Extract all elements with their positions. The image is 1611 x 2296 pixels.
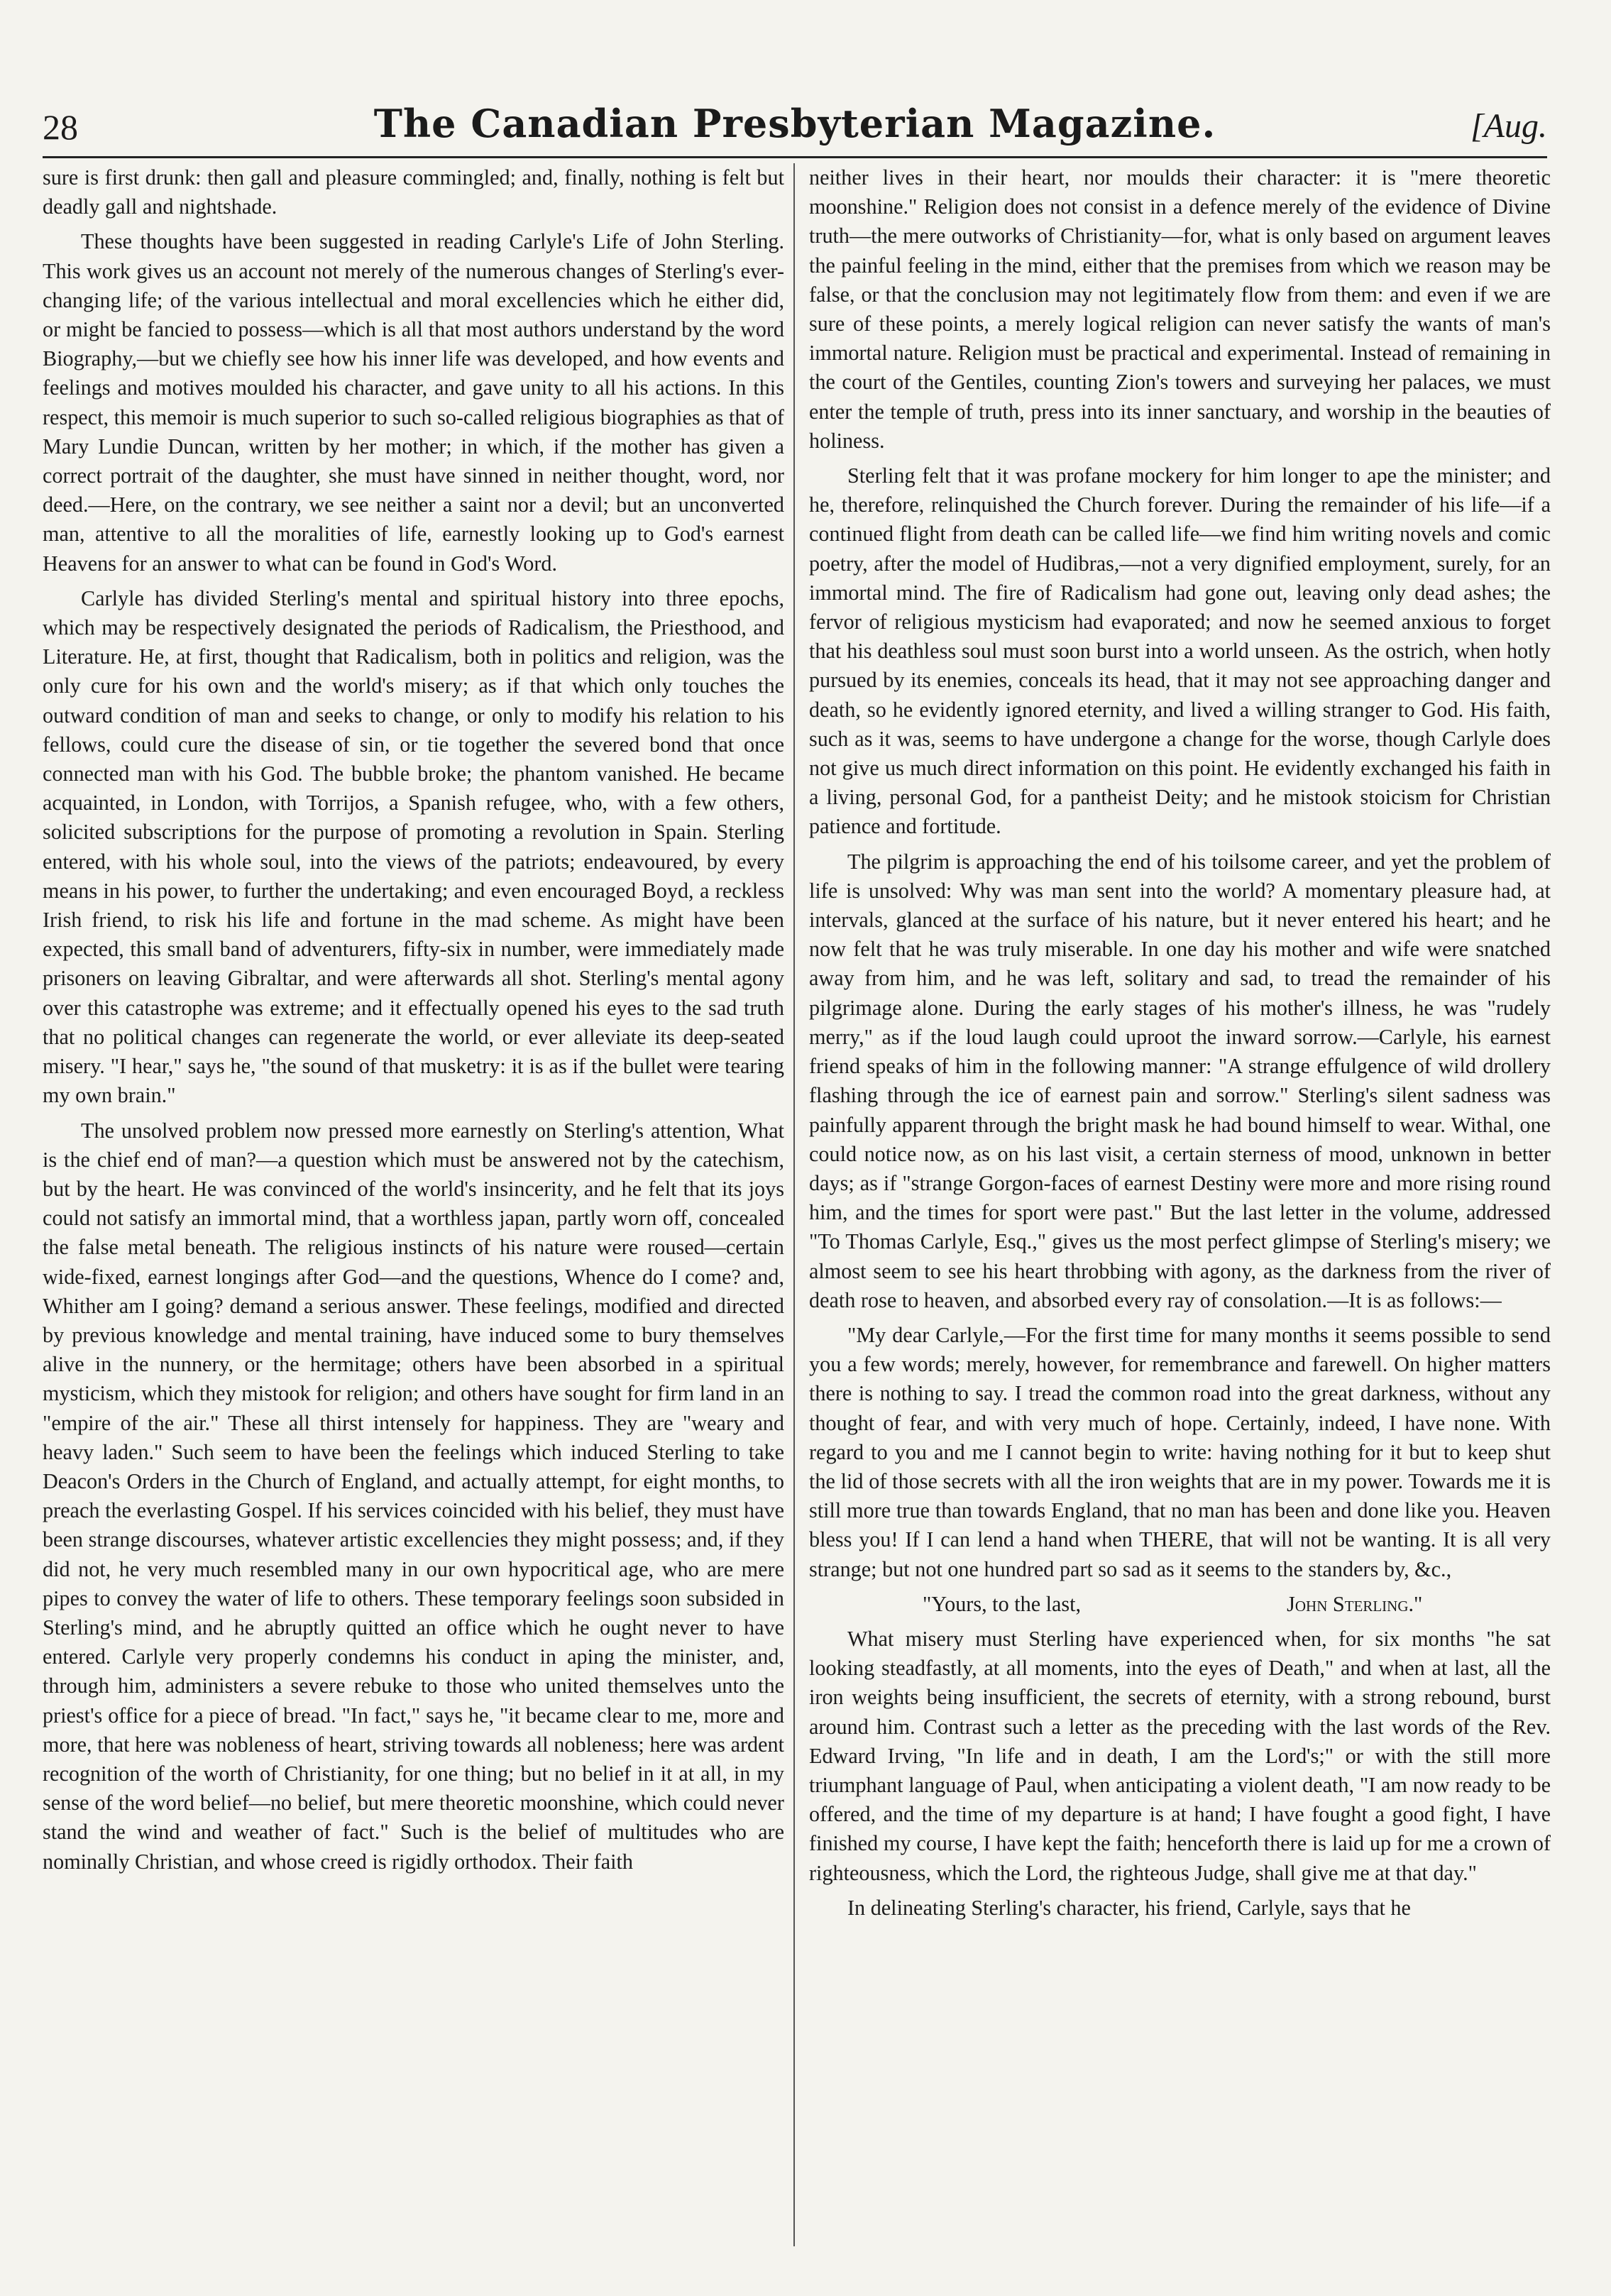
paragraph: In delineating Sterling's character, his friend, Carlyle, says that he bbox=[847, 1895, 1411, 1920]
column-divider bbox=[793, 163, 795, 2246]
month-label: [Aug. bbox=[1470, 107, 1547, 145]
header-rule bbox=[43, 156, 1547, 158]
right-column bbox=[809, 163, 1551, 2246]
letter-quote: "My dear Carlyle,—For the first time for many months it seems possible to send you a few words; merely, however, for remembrance and farewell. On higher matters there is nothing to say. I tread the common road into the great darkness, without any thought of fear, and with very much of hope. Certainly, indeed, I have none. With regard to you and me I cannot begin to write: having nothing for it but to keep shut the lid of those secrets with all the iron weights that are in my power. Towards me it is still more true than towards England, that no man has been and done like you. Heaven bless you! If I can lend a hand when THERE, that will not be wanting. It is all very strange; but not one hundred part so sad as it seems to the standers by, &c., bbox=[809, 1322, 1551, 1581]
left-column bbox=[43, 163, 784, 2246]
paragraph: The pilgrim is approaching the end of his toilsome career, and yet the problem of life is unsolved: Why was man sent into the world? A momentary pleasure had, at intervals, glanced at the surface of his nature, but it never entered his heart; and he now felt that he was truly miserable. In one day his mother and wife were snatched away from him, and he was left, solitary and sad, to tread the remainder of his pilgrimage alone. During the early stages of his mother's illness, he was "rudely merry," as if the loud laugh could uproot the inward sorrow.—Carlyle, his earnest friend speaks of him in the following manner: "A strange effulgence of wild drollery flashing through the ice of earnest pain and sorrow." Sterling's silent sadness was painfully apparent through the bright mask he had bound himself to wear. Withal, one could notice now, as on his last visit, a certain sterness of mood, unknown in better days; as if "strange Gorgon-faces of earnest Destiny were more and more rising round him, and the times for sport were past." But the last letter in the volume, addressed "To Thomas Carlyle, Esq.," gives us the most perfect glimpse of Sterling's misery; we almost seem to see his heart throbbing with agony, as the darkness from the river of death rose to heaven, and absorbed every ray of consolation.—It is as follows:— bbox=[809, 849, 1551, 1312]
signature-name: John Sterling." bbox=[1287, 1591, 1423, 1616]
paragraph: Carlyle has divided Sterling's mental and spiritual history into three epochs, which may be respectively designated the periods of Radicalism, the Priesthood, and Literature. He, at first, thought that Radicalism, both in politics and religion, was the only cure for his own and the world's misery; as if that which only touches the outward condition of man and seeks to change, or only to modify his relation to his fellows, could cure the disease of sin, or tie together the severed bond that once connected man with his God. The bubble broke; the phantom vanished. He became acquainted, in London, with Torrijos, a Spanish refugee, who, with a few others, solicited subscriptions for the purpose of promoting a revolution in Spain. Sterling entered, with his whole soul, into the views of the patriots; endeavoured, by every means in his power, to further the undertaking; and even encouraged Boyd, a reckless Irish friend, to risk his life and fortune in the mad scheme. As might have been expected, this small band of adventurers, fifty-six in number, were immediately made prisoners on leaving Gibraltar, and were afterwards all shot. Sterling's mental agony over this catastrophe was extreme; and it effectually opened his eyes to the sad truth that no political changes can regenerate the world, or ever alleviate its deep-seated misery. "I hear," says he, "the sound of that musketry: it is as if the bullet were tearing my own brain." bbox=[43, 586, 784, 1108]
page-number: 28 bbox=[43, 107, 78, 147]
page-header bbox=[43, 101, 1547, 156]
paragraph: What misery must Sterling have experienced when, for six months "he sat looking steadfastly, at all moments, into the eyes of Death," and when at last, all the iron weights being insufficient, the secrets of eternity, with a strong rebound, burst around him. Contrast such a letter as the preceding with the last words of the Rev. Edward Irving, "In life and in death, I am the Lord's;" or with the still more triumphant language of Paul, when anticipating a violent death, "I am now ready to be offered, and the time of my departure is at hand; I have fought a good fight, I have finished my course, I have kept the faith; henceforth there is laid up for me a crown of righteousness, which the Lord, the righteous Judge, shall give me at that day." bbox=[809, 1626, 1551, 1885]
paragraph: These thoughts have been suggested in reading Carlyle's Life of John Sterling. This work gives us an account not merely of the numerous changes of Sterling's ever-changing life; of the various intellectual and moral excellencies which he either did, or might be fancied to possess—which is all that most authors understand by the word Biography,—but we chiefly see how his inner life was developed, and how events and feelings and motives moulded his character, and gave unity to all his actions. In this respect, this memoir is much superior to such so-called religious biographies as that of Mary Lundie Duncan, written by her mother; in which, if the mother has given a correct portrait of the daughter, she must have sinned in neither thought, word, nor deed.—Here, on the contrary, we see neither a saint nor a devil; but an unconverted man, attentive to all the moralities of life, earnestly looking up to God's earnest Heavens for an answer to what can be found in God's Word. bbox=[43, 229, 784, 576]
paragraph: Sterling felt that it was profane mockery for him longer to ape the minister; and he, therefore, relinquished the Church forever. During the remainder of his life—if a continued flight from death can be called life—we find him writing novels and comic poetry, after the model of Hudibras,—not a very dignified employment, surely, for an immortal mind. The fire of Radicalism had gone out, leaving only dead ashes; the fervor of religious mysticism had evaporated; and now he seemed anxious to forget that his deathless soul must soon burst into a world unseen. As the ostrich, when hotly pursued by its enemies, conceals its head, that it may not see approaching danger and death, so he evidently ignored eternity, and lived a willing stranger to God. His faith, such as it was, seems to have undergone a change for the worse, though Carlyle does not give us much direct information on this point. He evidently exchanged his faith in a living, personal God, for a pantheist Deity; and he mistook stoicism for Christian patience and fortitude. bbox=[809, 463, 1551, 839]
magazine-masthead: The Canadian Presbyterian Magazine. bbox=[373, 101, 1216, 146]
paragraph: The unsolved problem now pressed more earnestly on Sterling's attention, What is the chief end of man?—a question which must be answered not by the catechism, but by the heart. He was convinced of the world's insincerity, and he felt that its joys could not satisfy an immortal mind, that a worthless japan, partly worn off, concealed the false metal beneath. The religious instincts of his nature were roused—certain wide-fixed, earnest longings after God—and the questions, Whence do I come? and, Whither am I going? demand a serious answer. These feelings, modified and directed by previous knowledge and mental training, have induced some to bury themselves alive in the nunnery, or the hermitage; others have been absorbed in a spiritual mysticism, which they mistook for religion; and others have sought for firm land in an "empire of the air." These all thirst intensely for happiness. They are "weary and heavy laden." Such seem to have been the feelings which induced Sterling to take Deacon's Orders in the Church of England, and actually attempt, for eight months, to preach the everlasting Gospel. If his services coincided with his belief, they must have been strange discourses, whatever artistic excellencies they might possess; and, if they did not, he very much resembled many in our own hypocritical age, who are mere pipes to convey the water of life to others. These temporary feelings soon subsided in Sterling's mind, and he abruptly quitted an office which he ought never to have entered. Carlyle very properly condemns his conduct in aping the minister, and, through him, administers a severe rebuke to those who united themselves unto the priest's office for a piece of bread. "In fact," says he, "it became clear to me, more and more, that here was nobleness of heart, striving towards all nobleness; here was ardent recognition of the worth of Christianity, for one thing; but no belief in it at all, in my sense of the word belief—no belief, but mere theoretic moonshine, which could never stand the wind and weather of fact." Such is the belief of multitudes who are nominally Christian, and whose creed is rigidly orthodox. Their faith bbox=[43, 1118, 784, 1874]
letter-signature bbox=[809, 1590, 1551, 1619]
paragraph: sure is first drunk: then gall and pleasure commingled; and, finally, nothing is felt but deadly gall and nightshade. bbox=[43, 165, 784, 219]
signature-closing: "Yours, to the last, bbox=[923, 1591, 1082, 1616]
paragraph: neither lives in their heart, nor moulds their character: it is "mere theoretic moonshine." Religion does not consist in a defence merely of the evidence of Divine truth—the mere outworks of Christianity—for, what is only based on argument leaves the painful feeling in the mind, either that the premises from which we reason may be false, or that the conclusion may not legitimately flow from them: and even if we are sure of these points, a merely logical religion can never satisfy the wants of man's immortal nature. Religion must be practical and experimental. Instead of remaining in the court of the Gentiles, counting Zion's towers and surveying her palaces, we must enter the temple of truth, press into its inner sanctuary, and worship in the beauties of holiness. bbox=[809, 165, 1551, 453]
